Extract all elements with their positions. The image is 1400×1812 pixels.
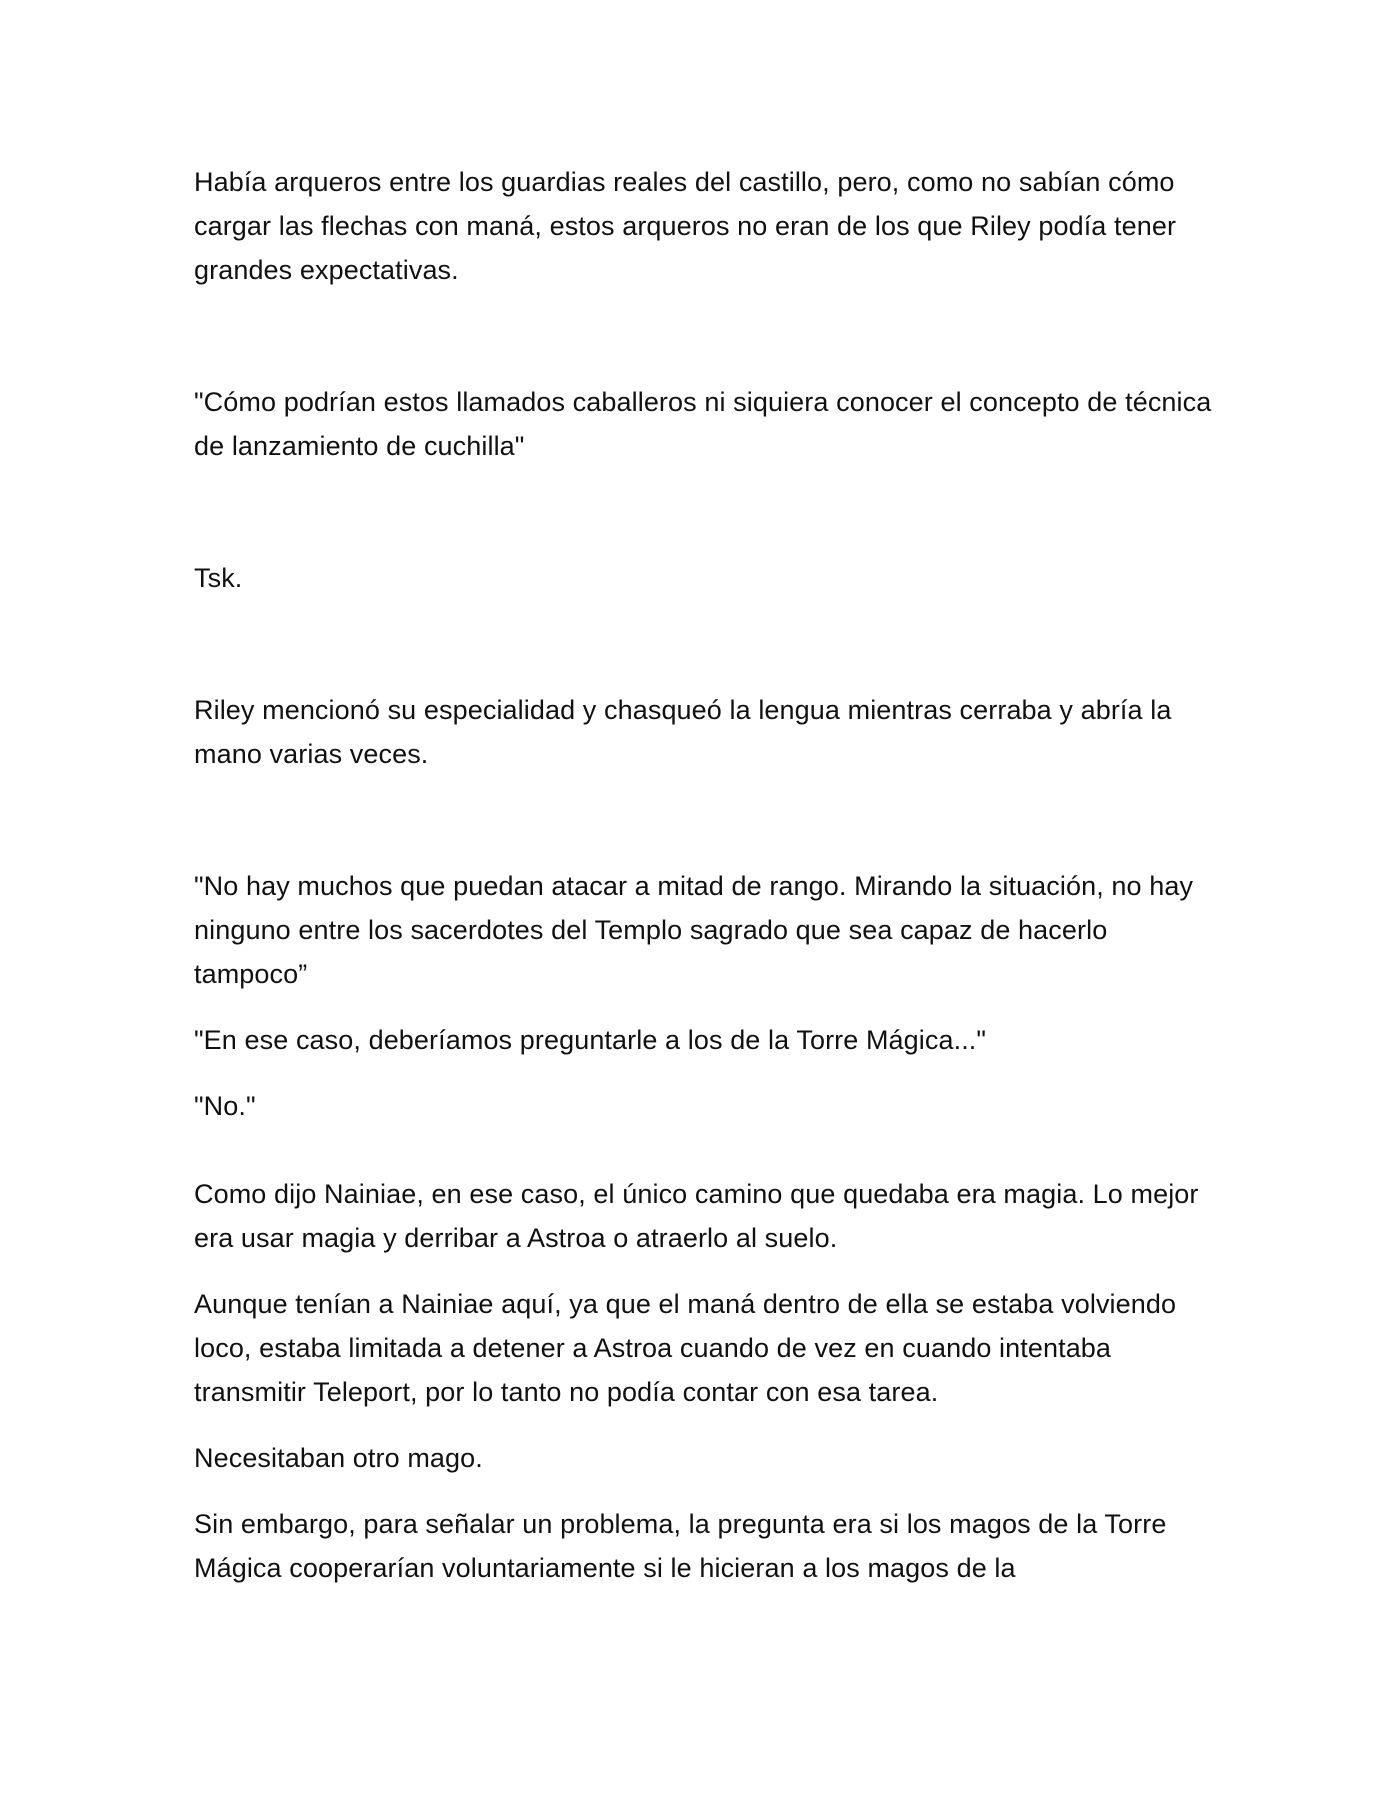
paragraph-no-quote: "No.": [194, 1091, 256, 1121]
paragraph-tsk: Tsk.: [194, 563, 243, 593]
paragraph-problem: Sin embargo, para señalar un problema, la pregunta era si los magos de la Torre Mágica cooperarían voluntariamente si le hicieran a los magos de la: [194, 1509, 1167, 1583]
paragraph-magic-tower-quote: "En ese caso, deberíamos preguntarle a los de la Torre Mágica...": [194, 1025, 987, 1055]
paragraph-mid-range-quote: "No hay muchos que puedan atacar a mitad de rango. Mirando la situación, no hay ninguno entre los sacerdotes del Templo sagrado que sea capaz de hacerlo tampoco”: [194, 871, 1194, 989]
paragraph-nainiae-mana: Aunque tenían a Nainiae aquí, ya que el maná dentro de ella se estaba volviendo loco, estaba limitada a detener a Astroa cuando de vez en cuando intentaba transmitir Teleport, por lo tanto no podía contar con esa tarea.: [194, 1289, 1177, 1407]
paragraph-another-mage: Necesitaban otro mago.: [194, 1443, 483, 1473]
paragraph-riley-specialty: Riley mencionó su especialidad y chasqueó la lengua mientras cerraba y abría la mano varias veces.: [194, 695, 1172, 769]
document-body: [194, 160, 1224, 1590]
paragraph-knights-quote: "Cómo podrían estos llamados caballeros ni siquiera conocer el concepto de técnica de lanzamiento de cuchilla": [194, 387, 1212, 461]
paragraph-archers: Había arqueros entre los guardias reales del castillo, pero, como no sabían cómo cargar las flechas con maná, estos arqueros no eran de los que Riley podía tener grandes expectativas.: [194, 167, 1177, 285]
paragraph-nainiae-magic: Como dijo Nainiae, en ese caso, el único camino que quedaba era magia. Lo mejor era usar magia y derribar a Astroa o atraerlo al suelo.: [194, 1179, 1199, 1253]
